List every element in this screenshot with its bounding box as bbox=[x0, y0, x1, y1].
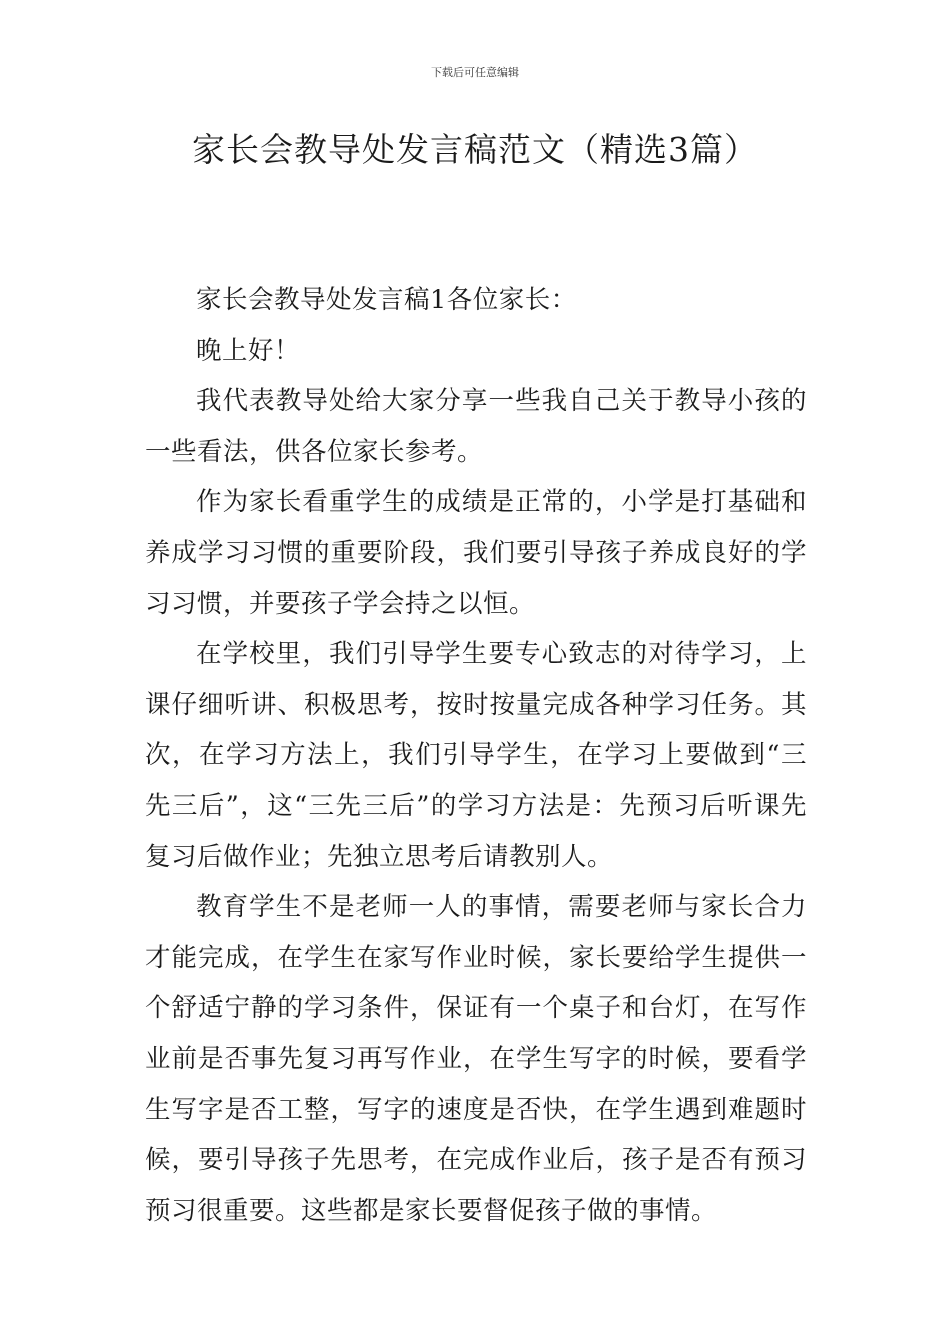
paragraph-parent-cooperation: 教育学生不是老师一人的事情，需要老师与家长合力才能完成，在学生在家写作业时候，家长要给学生提供一个舒适宁静的学习条件，保证有一个桌子和台灯，在写作业前是否事先复习再写作业，在学生写字的时候，要看学生写字是否工整，写字的速度是否快，在学生遇到难题时候，要引导孩子先思考，在完成作业后，孩子是否有预习预习很重要。这些都是家长要督促孩子做的事情。 bbox=[145, 892, 807, 1226]
header-note: 下载后可任意编辑 bbox=[431, 66, 519, 79]
document-body bbox=[145, 275, 807, 1236]
document-title: 家长会教导处发言稿范文（精选3篇） bbox=[192, 130, 758, 169]
paragraph-intro: 我代表教导处给大家分享一些我自己关于教导小孩的一些看法，供各位家长参考。 bbox=[145, 386, 807, 467]
paragraph-greeting-heading: 家长会教导处发言稿1各位家长： bbox=[196, 285, 577, 315]
paragraph-study-habits: 作为家长看重学生的成绩是正常的，小学是打基础和养成学习习惯的重要阶段，我们要引导孩子养成良好的学习习惯，并要孩子学会持之以恒。 bbox=[145, 487, 807, 619]
paragraph-greeting: 晚上好！ bbox=[196, 335, 301, 366]
paragraph-school-guidance: 在学校里，我们引导学生要专心致志的对待学习，上课仔细听讲、积极思考，按时按量完成各种学习任务。其次，在学习方法上，我们引导学生，在学习上要做到“三先三后”，这“三先三后”的学习方法是：先预习后听课先复习后做作业；先独立思考后请教别人。 bbox=[145, 639, 807, 872]
